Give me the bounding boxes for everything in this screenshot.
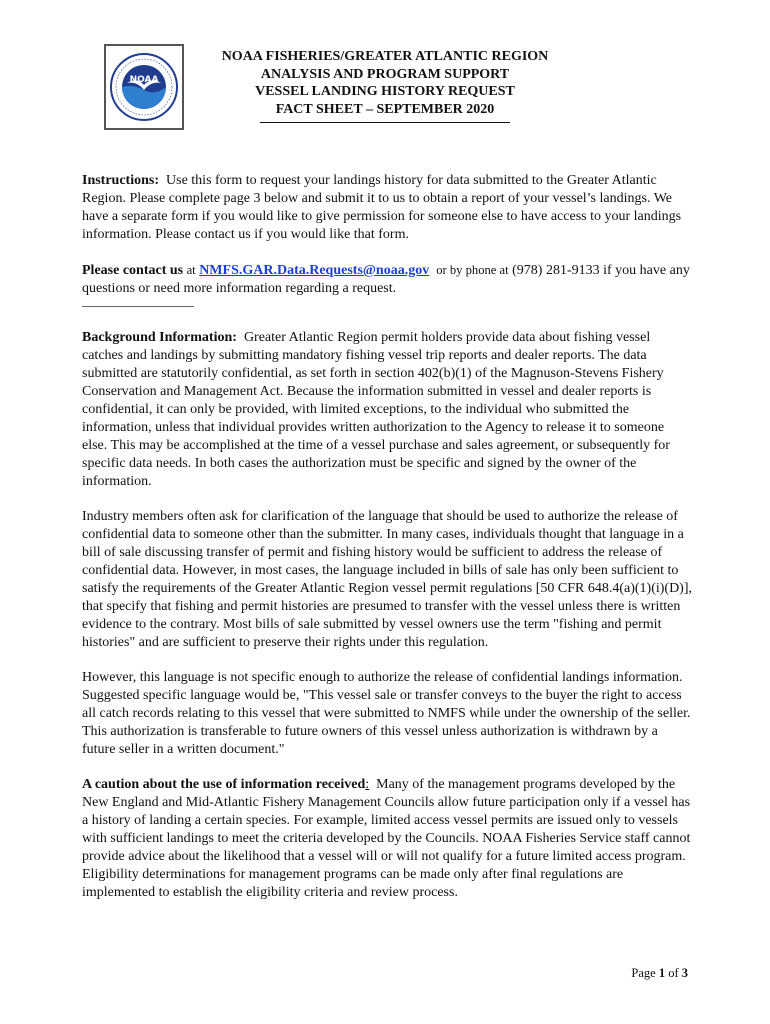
header-line-1: NOAA FISHERIES/GREATER ATLANTIC REGION [221, 49, 549, 64]
caution-text: Many of the management programs developed by the New England and Mid-Atlantic Fishery Management Councils allow future participation only if a vessel has a history of landing a certain species. For example, limited access vessel permits are issued only to vessels with sufficient landings to meet the criteria developed by the Councils. NOAA Fisheries Service staff cannot provide advice about the likelihood that a vessel will or will not qualify for a future limited access program. Eligibility determinations for management programs can be made only after final regulations are implemented to establish the eligibility criteria and review process. [82, 777, 691, 900]
logo-text: NOAA [129, 75, 159, 85]
background-label: Background Information: [82, 330, 237, 345]
caution-label: A caution about the use of information received [82, 777, 366, 792]
caution-paragraph [82, 776, 692, 902]
contact-phone: (978) 281-9133 [512, 263, 600, 278]
of-word: of [668, 966, 679, 980]
noaa-emblem-icon [109, 52, 179, 122]
header-line-4: FACT SHEET – SEPTEMBER 2020 [275, 101, 495, 117]
document-header [200, 48, 570, 123]
background-paragraph [82, 329, 692, 491]
section-divider [82, 306, 194, 307]
page-total: 3 [681, 966, 688, 980]
page-word: Page [631, 966, 656, 980]
noaa-logo [104, 44, 184, 130]
instructions-label: Instructions: [82, 173, 160, 188]
contact-suffix: if you have any questions or need more information regarding a request. [82, 263, 690, 296]
industry-paragraph: Industry members often ask for clarification of the language that should be used to authorize the release of confidential data to someone other than the submitter. In many cases, individuals thought that language in a bill of sale discussing transfer of permit and fishing history would be sufficient to address the release of confidential data. However, in most cases, the language included in bills of sale has only been sufficient to satisfy the requirements of the Greater Atlantic Region vessel permit regulations [50 CFR 648.4(a)(1)(i)(D)], that specify that fishing and permit histories are presumed to transfer with the vessel unless there is written evidence to the contrary. Most bills of sale submitted by vessel owners use the term "fishing and permit histories" and are sufficient to preserve their rights under this regulation. [82, 509, 692, 650]
however-paragraph: However, this language is not specific enough to authorize the release of confidential landings information. Suggested specific language would be, "This vessel sale or transfer conveys to the buyer the right to access all catch records relating to this vessel that were submitted to NMFS while under the ownership of the seller. This authorization is transferable to future owners of this vessel unless authorization is withdrawn by a future seller in a written document." [82, 670, 691, 757]
page-number: 1 [658, 966, 666, 980]
header-line-2: ANALYSIS AND PROGRAM SUPPORT [260, 66, 510, 82]
instructions-paragraph [82, 172, 692, 244]
header-divider [260, 122, 510, 123]
contact-paragraph [82, 261, 692, 298]
contact-at: at [186, 263, 196, 277]
page-footer [631, 966, 688, 981]
document-body [82, 172, 692, 919]
background-text: Greater Atlantic Region permit holders provide data about fishing vessel catches and landings by submitting mandatory fishing vessel trip reports and dealer reports. The data submitted are statutorily confidential, as set forth in section 402(b)(1) of the Magnuson-Stevens Fishery Conservation and Management Act. Because the information submitted in vessel and dealer reports is confidential, it can only be provided, with limited exceptions, to the individual who submitted the information, unless that individual provides written authorization to the Agency to release it to someone else. This may be accomplished at the time of a vessel purchase and sales agreement, or subsequently for specific data needs. In both cases the authorization must be specific and signed by the owner of the information. [82, 330, 670, 489]
contact-phone-prefix: or by phone at [436, 263, 509, 277]
contact-label: Please contact us [82, 263, 184, 278]
caution-colon: : [365, 777, 370, 792]
email-link[interactable]: NMFS.GAR.Data.Requests@noaa.gov [199, 263, 430, 278]
instructions-text: Use this form to request your landings history for data submitted to the Greater Atlantic Region. Please complete page 3 below and submit it to us to obtain a report of your vessel’s landings. We have a separate form if you would like to give permission for someone else to have access to your landings information. Please contact us if you would like that form. [82, 173, 682, 242]
header-line-3: VESSEL LANDING HISTORY REQUEST [255, 84, 515, 99]
